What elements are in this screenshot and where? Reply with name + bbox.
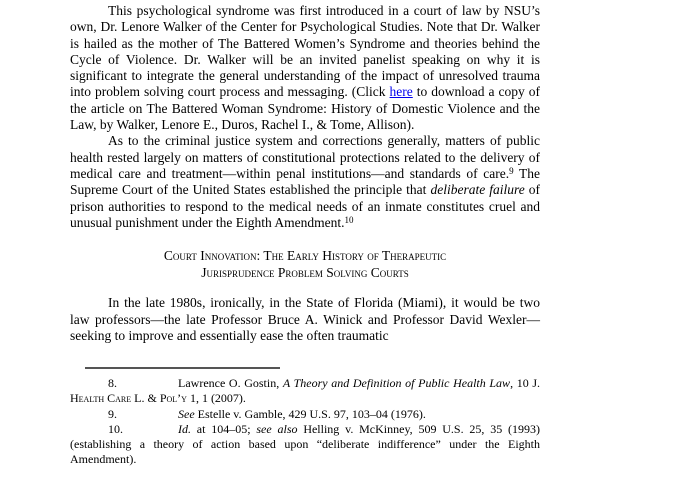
footnote-ref-10: 10 bbox=[344, 214, 354, 225]
paragraph-2-text-mid: The Supreme Court of the United States established the principle that bbox=[70, 165, 540, 198]
footnote-10-citation: Helling v. McKinney, 509 U.S. 25, 35 (1993) (establishing a theory of action based upon “deliberate indifference” under the Eighth Amendment). bbox=[70, 421, 540, 467]
footnote-10-see-also-signal: see also bbox=[256, 421, 298, 436]
footnote-10-number: 10. bbox=[108, 421, 123, 436]
footnote-9-citation: Estelle v. Gamble, 429 U.S. 97, 103–04 (1976). bbox=[194, 406, 426, 421]
main-text-column bbox=[70, 3, 540, 467]
paragraph-2-text-end: of prison authorities to respond to the medical needs of an inmate constitutes cruel and unusual punishment under the Eighth Amendment. bbox=[70, 182, 541, 230]
footnote-8-author: Lawrence O. Gostin, bbox=[178, 376, 283, 391]
paragraph-1 bbox=[70, 3, 540, 133]
footnote-10-cite-mid: at 104–05; bbox=[191, 421, 257, 436]
footnote-8-cite-end: 1, 1 (2007). bbox=[186, 391, 246, 406]
section-heading bbox=[70, 248, 540, 281]
paragraph-1-text-after-link: to download a copy of the article on The Battered Woman Syndrome: History of Domestic Violence and the Law, by Walker, Lenore E., Duros, Rachel I., & Tome, Allison). bbox=[70, 84, 540, 133]
footnote-8-journal-name: Health Care L. & Pol’y bbox=[70, 391, 187, 406]
footnotes-section bbox=[70, 376, 540, 467]
here-link[interactable]: here bbox=[389, 84, 413, 100]
footnote-9 bbox=[70, 407, 540, 422]
footnote-8-article-title: A Theory and Definition of Public Health Law bbox=[282, 376, 511, 391]
footnote-separator bbox=[85, 367, 280, 369]
paragraph-3: In the late 1980s, ironically, in the State of Florida (Miami), it would be two law professors—the late Professor Bruce A. Winick and Professor David Wexler—seeking to improve and essentially ease the often traumatic bbox=[70, 295, 540, 343]
footnote-10-id-signal: Id. bbox=[178, 421, 191, 436]
paragraph-2-text: As to the criminal justice system and corrections generally, matters of public health rested largely on matters of constitutional protections related to the delivery of medical care and treatment—within penal institutions—and standards of care. bbox=[70, 133, 540, 181]
paragraph-2-italic-phrase: deliberate failure bbox=[430, 182, 525, 198]
footnote-8 bbox=[70, 376, 540, 406]
footnote-9-signal: See bbox=[178, 406, 195, 421]
paragraph-1-text: This psychological syndrome was first introduced in a court of law by NSU’s own, Dr. Lenore Walker of the Center for Psychological Studies. Note that Dr. Walker is hailed as the mother of The Battered Women’s Syndrome and theories behind the Cycle of Violence. Dr. Walker will be an invited panelist speaking on why it is significant to integrate the general understanding of the impact of unresolved trauma into problem solving court process and messaging. (Click bbox=[70, 3, 540, 100]
footnote-9-number: 9. bbox=[108, 406, 117, 421]
paragraph-2 bbox=[70, 133, 540, 231]
footnote-8-cite-mid: , 10 J. bbox=[510, 376, 541, 391]
footnote-ref-9: 9 bbox=[509, 165, 514, 176]
section-heading-line-2: Jurisprudence Problem Solving Courts bbox=[201, 264, 409, 280]
section-heading-line-1: Court Innovation: The Early History of Therapeutic bbox=[163, 248, 447, 264]
footnote-8-number: 8. bbox=[108, 376, 117, 391]
footnote-10 bbox=[70, 422, 540, 468]
